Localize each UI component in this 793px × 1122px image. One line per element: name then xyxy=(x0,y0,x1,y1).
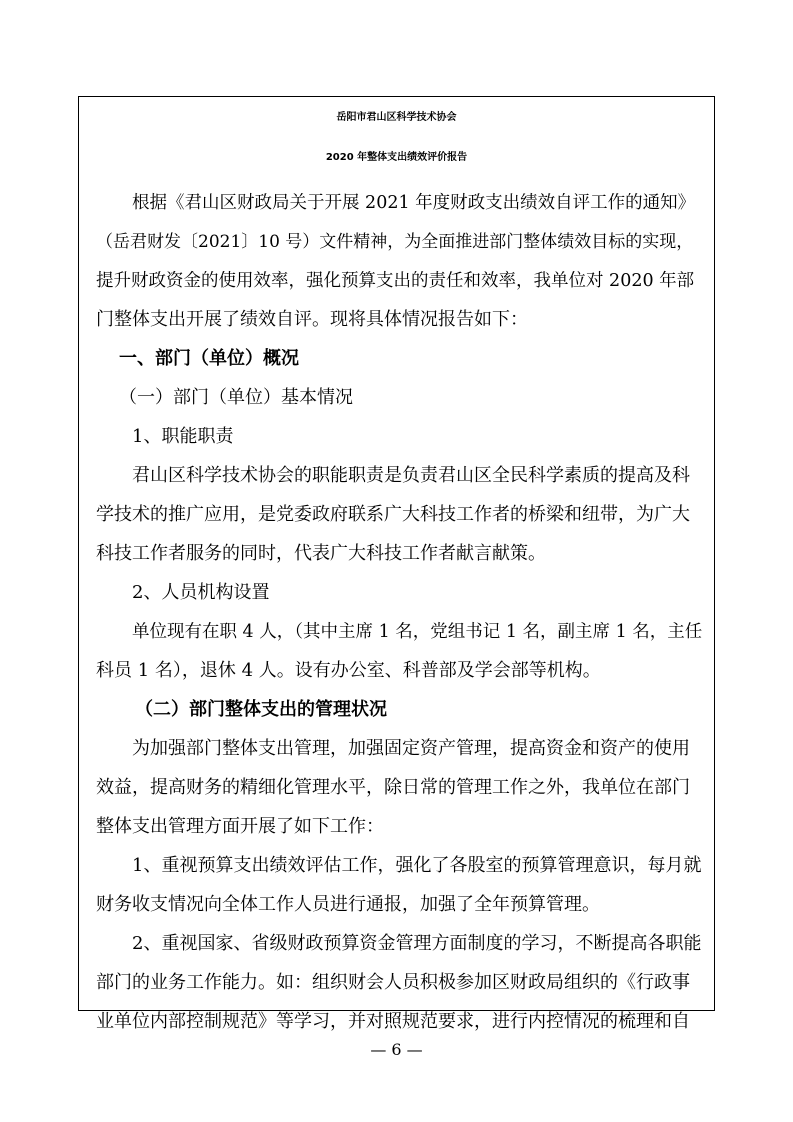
body-line: 单位现有在职 4 人，（其中主席 1 名，党组书记 1 名，副主席 1 名，主任 xyxy=(132,622,703,642)
body-line: 根据《君山区财政局关于开展 2021 年度财政支出绩效自评工作的通知》 xyxy=(132,193,696,213)
item-heading: 1、职能职责 xyxy=(132,426,234,447)
body-line: 整体支出管理方面开展了如下工作： xyxy=(96,816,384,837)
body-line: 1、重视预算支出绩效评估工作，强化了各股室的预算管理意识，每月就 xyxy=(132,855,702,876)
body-line: 财务收支情况向全体工作人员进行通报，加强了全年预算管理。 xyxy=(96,894,600,915)
body-line: 2、重视国家、省级财政预算资金管理方面制度的学习，不断提高各职能 xyxy=(132,933,702,954)
page-number: — 6 — xyxy=(370,1040,423,1059)
title-line-2: 2020 年整体支出绩效评价报告 xyxy=(325,152,468,163)
title-line-1: 岳阳市君山区科学技术协会 xyxy=(336,112,457,123)
body-line: 效益，提高财务的精细化管理水平，除日常的管理工作之外，我单位在部门 xyxy=(96,777,690,798)
body-line: 学技术的推广应用，是党委政府联系广大科技工作者的桥梁和纽带，为广大 xyxy=(96,504,690,525)
section-heading-1: 一、部门（单位）概况 xyxy=(119,348,299,369)
section-heading-2: （二）部门整体支出的管理状况 xyxy=(135,699,387,720)
subsection-heading: （一）部门（单位）基本情况 xyxy=(119,387,353,408)
document-frame xyxy=(78,96,715,1032)
body-line: 为加强部门整体支出管理，加强固定资产管理，提高资金和资产的使用 xyxy=(132,738,690,759)
body-line: 业单位内部控制规范》等学习，并对照规范要求，进行内控情况的梳理和自 xyxy=(96,1011,690,1032)
body-line: 科员 1 名），退休 4 人。设有办公室、科普部及学会部等机构。 xyxy=(96,660,601,681)
body-line: 提升财政资金的使用效率，强化预算支出的责任和效率，我单位对 2020 年部 xyxy=(96,271,695,291)
body-line: 科技工作者服务的同时，代表广大科技工作者献言献策。 xyxy=(96,543,546,564)
body-line: 门整体支出开展了绩效自评。现将具体情况报告如下： xyxy=(96,309,528,330)
body-line: 部门的业务工作能力。如：组织财会人员积极参加区财政局组织的《行政事 xyxy=(96,972,690,993)
body-line: （岳君财发〔2021〕10 号）文件精神，为全面推进部门整体绩效目标的实现， xyxy=(96,232,694,252)
item-heading: 2、人员机构设置 xyxy=(132,582,270,603)
body-line: 君山区科学技术协会的职能职责是负责君山区全民科学素质的提高及科 xyxy=(132,465,690,486)
